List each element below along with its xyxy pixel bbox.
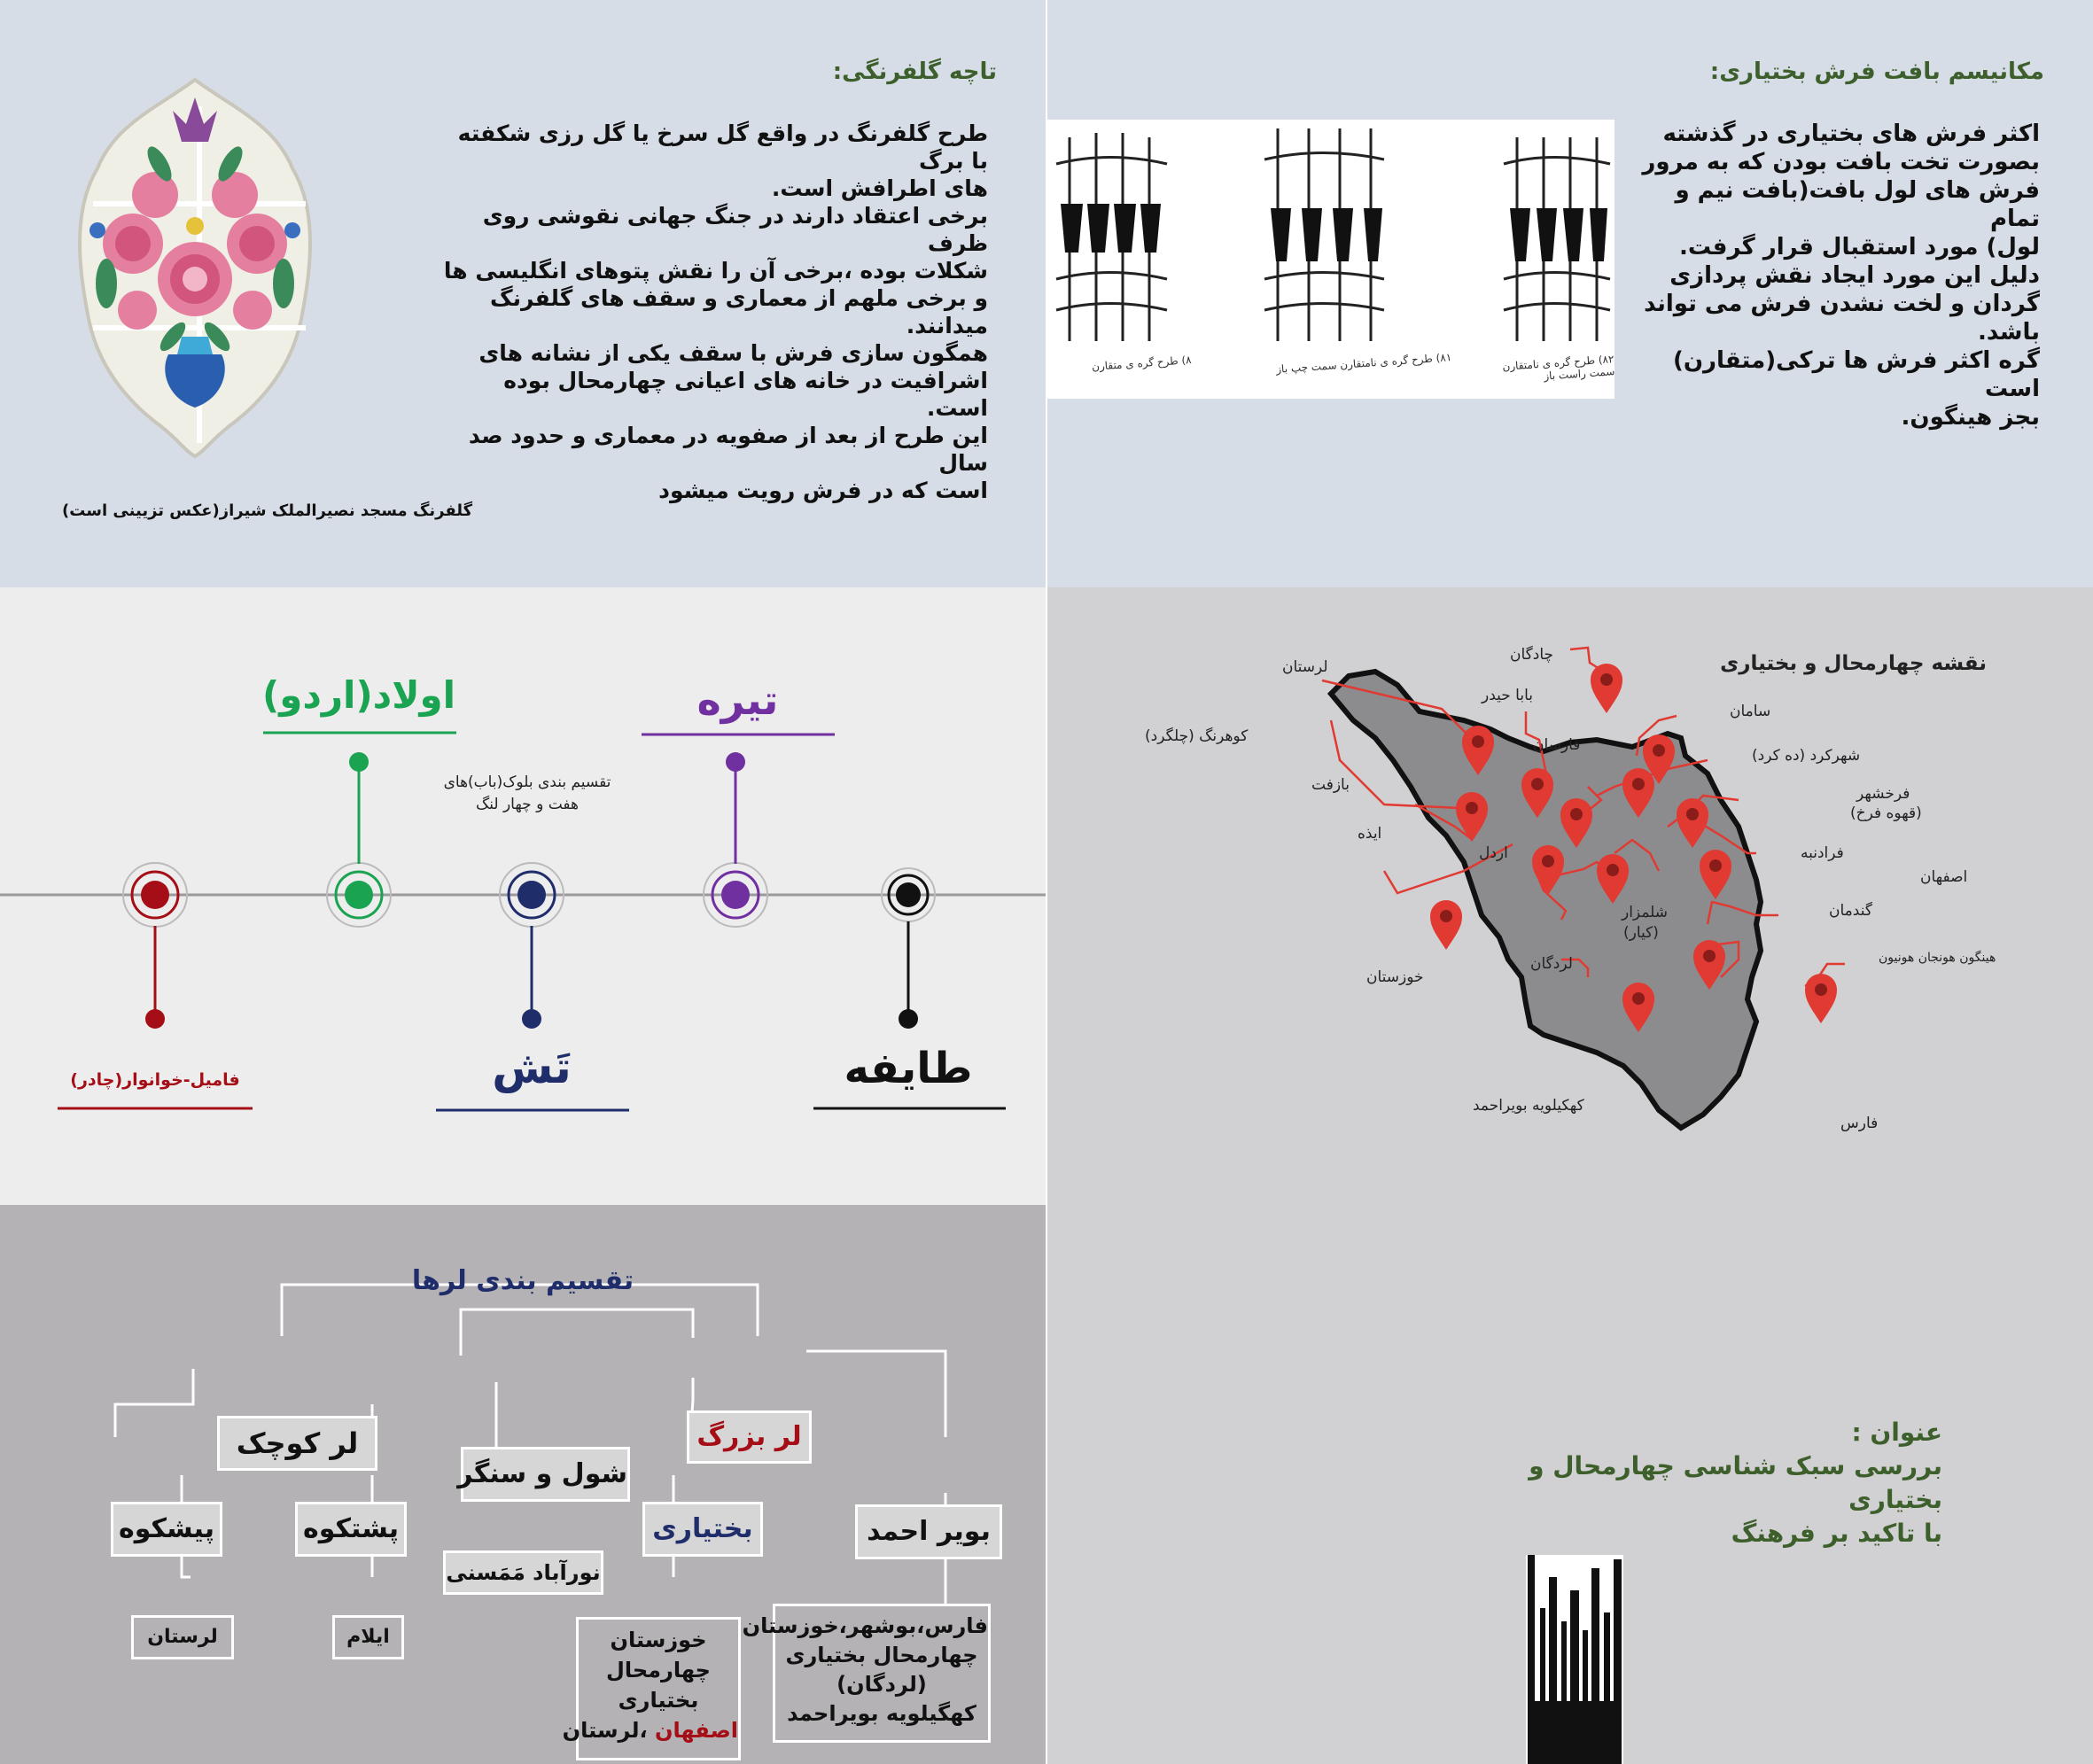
weave-line: گره اکثر فرش ها ترکی(متقارن) است (1672, 347, 2040, 402)
pin-farokhshahr-icon (1677, 798, 1708, 848)
region-isfahan: اصفهان (654, 1718, 738, 1743)
region-line: چهارمحال بختیاری (785, 1643, 978, 1667)
golfarang-line: های اطرافش است. (771, 175, 988, 201)
pin-chadegan-icon (1591, 664, 1622, 713)
map-title: نقشه چهارمحال و بختیاری (1720, 652, 1987, 675)
map-label: فارس (1840, 1115, 1879, 1132)
golfarang-line: برخی اعتقاد دارند در جنگ جهانی نقوشی روی ظرف (482, 203, 988, 256)
lor-division-panel (0, 1205, 1046, 1764)
pin-ardal-icon (1532, 845, 1564, 895)
map-label: لرستان (1282, 658, 1328, 676)
leaf-nurabad: نورآباد مَمَسنی (443, 1550, 603, 1595)
label-famil: فامیل-خوانوار(چادر) (70, 1070, 240, 1090)
golfarang-description (439, 120, 988, 504)
pin-gandoman-icon (1693, 940, 1725, 990)
golfarang-caption: گلفرنگ مسجد نصیرالملک شیراز(عکس تزیینی است) (62, 501, 473, 520)
map-label: فرخشهر (1856, 785, 1910, 803)
leaf-lorestan: لرستان (131, 1615, 234, 1659)
pin-farsan2-icon (1560, 798, 1592, 848)
pin-faradonbeh-icon (1700, 850, 1731, 899)
weave-line: دلیل این مورد ایجاد نقش پردازی (1669, 262, 2040, 289)
block-note (434, 772, 620, 816)
map-label: شلمزار (1622, 904, 1669, 921)
weave-title: مکانیسم بافت فرش بختیاری: (1709, 58, 2044, 85)
title-line: با تاکید بر فرهنگ (1731, 1519, 1942, 1548)
map-label: سامان (1730, 703, 1771, 720)
golfarang-line: همگون سازی فرش با سقف یکی از نشانه های (479, 340, 988, 366)
barcode-logo (1047, 1205, 2093, 1764)
region-line: فارس،بوشهر،خوزستان (742, 1613, 988, 1638)
node-bakhtiari: بختیاری (642, 1502, 763, 1557)
block-note-line: هفت و چهار لنگ (476, 796, 579, 813)
region-lorestan: ،لرستان (562, 1718, 655, 1743)
golfarang-tile-image (53, 71, 337, 461)
block-note-line: تقسیم بندی بلوک(باب)های (443, 773, 611, 791)
map-label: کوهرنگ (چلگرد) (1145, 727, 1249, 745)
weave-mechanism-panel (1047, 0, 2093, 587)
node-boyer-ahmad: بویر احمد (855, 1504, 1002, 1559)
region-line: (لردگان) (836, 1672, 927, 1697)
map-label: فرادنبه (1801, 844, 1844, 862)
weave-line: بصورت تخت بافت بودن که به مرور (1642, 149, 2040, 175)
node-tireh (642, 734, 835, 927)
pin-lordegan-icon (1622, 983, 1654, 1032)
label-olad: اولاد(اردو) (262, 673, 455, 717)
map-label: گندمان (1829, 902, 1872, 920)
pin-babaheydar-icon (1462, 726, 1494, 775)
map-label: بابا حیدر (1482, 687, 1533, 704)
golfarang-panel (0, 0, 1046, 587)
weave-line: گردان و لخت نشدن فرش می تواند (1644, 291, 2040, 317)
weave-description (1632, 120, 2040, 431)
map-label: خوزستان (1366, 968, 1424, 986)
leaf-boyer-regions (742, 1604, 991, 1743)
map-label: چادگان (1510, 646, 1554, 664)
weave-line: بجز هینگون. (1901, 404, 2040, 431)
map-label: کهکیلویه بویراحمد (1473, 1097, 1584, 1115)
title-label: عنوان : (1851, 1418, 1942, 1447)
tree-title: تقسیم بندی لرها (411, 1265, 634, 1296)
golfarang-line: طرح گلفرنگ در واقع گل سرخ یا گل رزی شکفته با برگ (457, 120, 988, 174)
golfarang-line: اشرافیت در خانه های اعیانی چهارمحال بوده است. (503, 368, 988, 421)
title-panel (1047, 1205, 2093, 1764)
golfarang-line: شکلات بوده ،برخی آن را نقش پتوهای انگلیسی ها (443, 258, 988, 284)
pin-izeh-icon (1430, 900, 1462, 950)
tribal-hierarchy-panel (0, 587, 1046, 1205)
map-label: فارسان (1533, 736, 1581, 754)
region-line: خوزستان (610, 1628, 707, 1652)
node-poshtkuh: پشتکوه (295, 1502, 407, 1557)
region-line (562, 1715, 738, 1745)
map-label: لردگان (1530, 955, 1573, 973)
map-label: اردل (1479, 844, 1508, 862)
golfarang-line: این طرح از بعد از صفویه در معماری و حدود صد سال (468, 423, 988, 476)
map-label: ایذه (1358, 825, 1382, 843)
label-tash: تَش (492, 1042, 572, 1093)
pin-bazoft-icon (1456, 792, 1488, 842)
node-lor-kuchak: لر کوچک (217, 1416, 377, 1471)
label-tireh: تیره (696, 676, 779, 724)
map-label: هینگون هونجان هونیون (1879, 951, 1996, 965)
weave-line: باشد. (1978, 319, 2040, 346)
node-olad (263, 733, 456, 927)
leaf-ilam: ایلام (332, 1615, 404, 1659)
map-panel (1047, 587, 2093, 1205)
knot-diagrams-image (1047, 120, 1614, 399)
label-tayefeh: طایفه (844, 1044, 973, 1093)
region-line: چهارمحال (606, 1658, 711, 1682)
map-label: شهرکرد (ده کرد) (1752, 747, 1861, 765)
leaf-bakhtiari-regions (562, 1617, 741, 1760)
pin-farsan-icon (1521, 768, 1553, 818)
region-line: بختیاری (618, 1688, 699, 1713)
pin-shahrekord-icon (1622, 768, 1654, 818)
knot-caption: ۸۱) طرح گره ی نامتقارن سمت چپ باز (1275, 351, 1452, 376)
knot-caption: ۸) طرح گره ی متقارن (1091, 354, 1193, 373)
map-label: (کیار) (1623, 924, 1659, 942)
node-shul-sangar: شول و سنگر (461, 1447, 630, 1502)
weave-line: فرش های لول بافت(بافت نیم و تمام (1675, 177, 2040, 232)
region-line: کهگیلویه بویراحمد (787, 1701, 976, 1726)
knot-caption: ۸۲) طرح گره ی نامتقارن سمت راست باز (1502, 353, 1615, 383)
node-pishkuh: پیشکوه (111, 1502, 222, 1557)
map-label: (قهوه فرخ) (1850, 804, 1922, 822)
golfarang-title: تاچه گلفرنگی: (832, 58, 997, 85)
weave-line: اکثر فرش های بختیاری در گذشته (1662, 120, 2040, 147)
title-line: بررسی سبک شناسی چهارمحال و بختیاری (1529, 1451, 1942, 1514)
golfarang-line: است که در فرش رویت میشود (658, 478, 988, 503)
pin-hinegun-icon (1805, 974, 1837, 1023)
hierarchy-timeline (0, 587, 1046, 1205)
pin-shalamzar-icon (1597, 854, 1629, 904)
golfarang-line: و برخی ملهم از معماری و سقف های گلفرنگ میدانند. (489, 285, 988, 338)
node-lor-bozorg: لر بزرگ (687, 1410, 812, 1464)
weave-line: لول) مورد استقبال قرار گرفت. (1679, 234, 2040, 260)
map-label: اصفهان (1920, 868, 1968, 886)
map-label: بازفت (1311, 776, 1350, 794)
